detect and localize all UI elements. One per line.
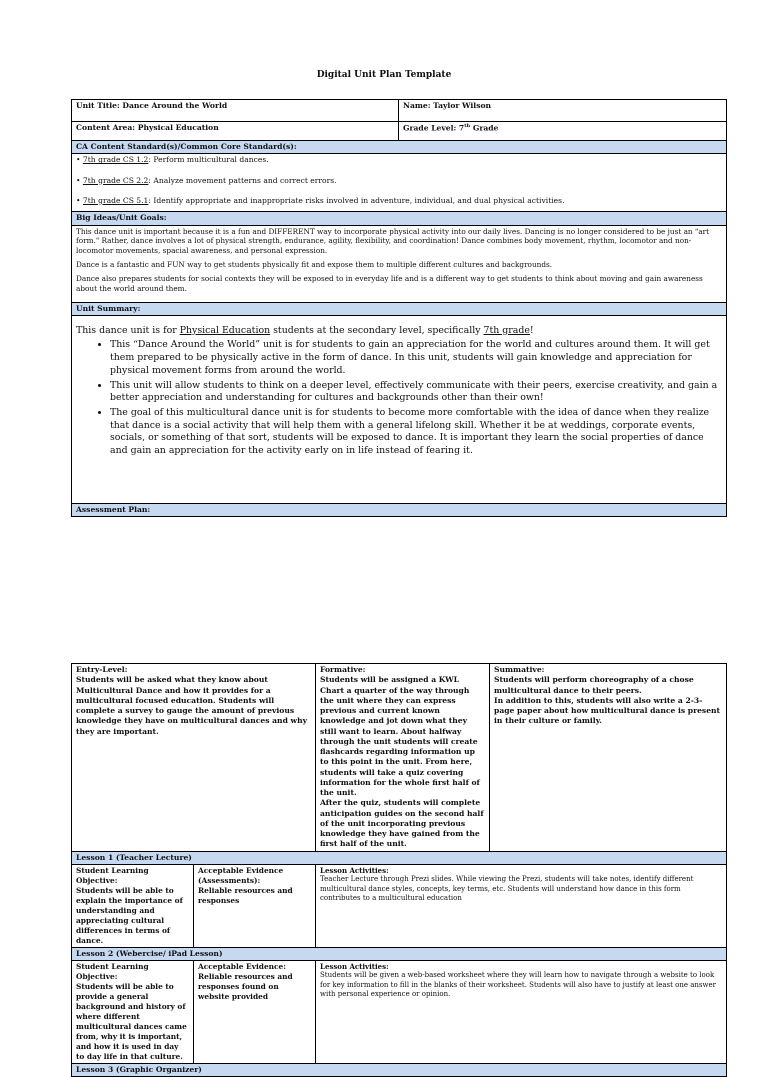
summative-label: Summative: [494,665,545,674]
big-idea-paragraph: This dance unit is important because it is a fun and DIFFERENT way to incorporate physical activity into our daily lives. Dancing is no longer considered to be just an "art form." Rather, dance involves a lot of physical strength, endurance, agility, flexibility, and coordination! Dance combines body movement, rhythm, locomotor and non-locomotor movements, spacial awareness, and personal expression. [76,226,710,256]
activities-label: Lesson Activities: [320,865,389,875]
evidence-text: Reliable resources and responses found on website provided [198,971,293,1001]
intro-text: students at the secondary level, specifically [270,324,484,336]
standard-code: 7th grade CS 2.2 [82,175,149,185]
big-ideas-header: Big Ideas/Unit Goals: [72,212,727,225]
big-idea-paragraph: Dance also prepares students for social contexts they will be exposed to in everyday life and is a different way to get students to think about moving and gain awareness about the world around them. [76,273,703,293]
unit-plan-table [71,99,727,517]
summary-bullet: • The goal of this multicultural dance unit is for students to become more comfortable with the idea of dance when they realize that dance is a social activity that will help them with a general lifelong skill. Whether it be at weddings, corporate events, socials, or something of that sort, students will be exposed to dance. It is important they learn the social properties of dance and gain an appreciation for the activity early on in life instead of fearing it. [110,407,722,458]
unit-summary-body [72,315,727,503]
unit-summary-header: Unit Summary: [72,302,727,315]
standard-item: • 7th grade CS 2.2: Analyze movement patterns and correct errors. [76,175,337,185]
lesson-1-evidence [194,864,316,947]
lesson-2-objective [72,960,194,1063]
grade-level-cell [399,122,727,141]
lesson-1-objective [72,864,194,947]
teacher-name-cell: Name: Taylor Wilson [399,100,727,122]
evidence-text: Reliable resources and responses [198,885,293,905]
entry-level-label: Entry-Level: [76,665,128,674]
lesson-2-evidence [194,960,316,1063]
objective-label: Student Learning Objective: [76,961,149,981]
big-ideas-body [72,225,727,302]
formative-label: Formative: [320,665,366,674]
entry-level-cell [72,664,316,852]
standard-code: 7th grade CS 5.1 [82,195,149,205]
unit-title-cell: Unit Title: Dance Around the World [72,100,399,122]
objective-text: Students will be able to provide a general background and history of where different multicultural dances came from, why it is important, and how it is used in day to day life in that culture. [76,981,187,1061]
formative-text-2: After the quiz, students will complete anticipation guides on the second half of the unit incorporating previous knowledge they have gained from the first half of the unit. [320,798,484,849]
intro-grade: 7th grade [483,324,530,336]
activities-label: Lesson Activities: [320,961,389,971]
intro-subject: Physical Education [179,324,271,336]
assessment-plan-header: Assessment Plan: [72,503,727,516]
summative-text: Students will perform choreography of a chose multicultural dance to their peers. [494,675,694,695]
lesson-1-header: Lesson 1 (Teacher Lecture) [72,851,727,864]
standards-header: CA Content Standard(s)/Common Core Standard(s): [72,141,727,154]
standard-text: : Identify appropriate and inappropriate risks involved in adventure, individual, and dual physical activities. [148,195,565,205]
evidence-label: Acceptable Evidence (Assessments): [198,865,284,885]
activities-text: Students will be given a web-based worksheet where they will learn how to navigate through a website to look for key information to fill in the blanks of their worksheet. Students will also have to justify at least one answer with personal experience or opinion. [320,971,717,999]
entry-level-text: Students will be asked what they know about Multicultural Dance and how it provides for a multicultural focused education. Students will complete a survey to gauge the amount of previous knowledge they have on multicultural dances and why they are important. [76,675,308,736]
formative-text: Students will be assigned a KWL Chart a quarter of the way through the unit where they can express previous and current known knowledge and jot down what they still want to learn. About halfway through the unit students will create flashcards regarding information up to this point in the unit. From here, students will take a quiz covering information for the whole first half of the unit. [320,675,480,797]
evidence-label: Acceptable Evidence: [198,961,286,971]
activities-text: Teacher Lecture through Prezi slides. While viewing the Prezi, students will take notes, identify different multicultural dance styles, concepts, key terms, etc. Students will understand how dance in this form contributes to a multicultural education [320,875,694,903]
summative-cell [490,664,727,852]
grade-level-text: Grade Level: 7 [403,123,465,133]
lesson-2-header: Lesson 2 (Webercise/ iPad Lesson) [72,947,727,960]
big-idea-paragraph: Dance is a fantastic and FUN way to get students physically fit and expose them to multiple different cultures and backgrounds. [76,260,553,270]
unit-summary-list [76,339,722,457]
standard-text: : Perform multicultural dances. [148,155,269,165]
document-title: Digital Unit Plan Template [316,70,452,80]
summary-bullet: • This unit will allow students to think on a deeper level, effectively communicate with their peers, exercise creativity, and gain a better appreciation and understanding for cultures and backgrounds other than their own! [110,380,722,405]
objective-label: Student Learning Objective: [76,865,149,885]
standard-item: • 7th grade CS 5.1: Identify appropriate and inappropriate risks involved in adventure, individual, and dual physical activities. [76,195,565,205]
summary-bullet: • This “Dance Around the World” unit is for students to gain an appreciation for the world and cultures around them. It will get them prepared to be physically active in the form of dance. In this unit, students will gain knowledge and appreciation for physical movement forms from around the world. [110,339,722,377]
lesson-2-activities [316,960,727,1063]
unit-summary-intro [76,325,722,338]
content-area-cell: Content Area: Physical Education [72,122,399,141]
standard-item: • 7th grade CS 1.2: Perform multicultural dances. [76,155,269,165]
summative-text-2: In addition to this, students will also write a 2-3-page paper about how multicultural dance is present in their culture or family. [494,695,721,726]
grade-level-sup: th [464,123,471,129]
lesson-1-activities [316,864,727,947]
grade-level-suffix: Grade [470,123,499,133]
objective-text: Students will be able to explain the importance of understanding and appreciating cultural differences in terms of dance. [76,885,183,945]
formative-cell [316,664,490,852]
standards-list [72,154,727,212]
standard-code: 7th grade CS 1.2 [82,155,149,165]
standard-text: : Analyze movement patterns and correct errors. [148,175,337,185]
intro-text: This dance unit is for [76,324,180,336]
lesson-3-header: Lesson 3 (Graphic Organizer) [72,1063,727,1076]
intro-text: ! [529,324,534,336]
assessment-lesson-table [71,663,727,1077]
